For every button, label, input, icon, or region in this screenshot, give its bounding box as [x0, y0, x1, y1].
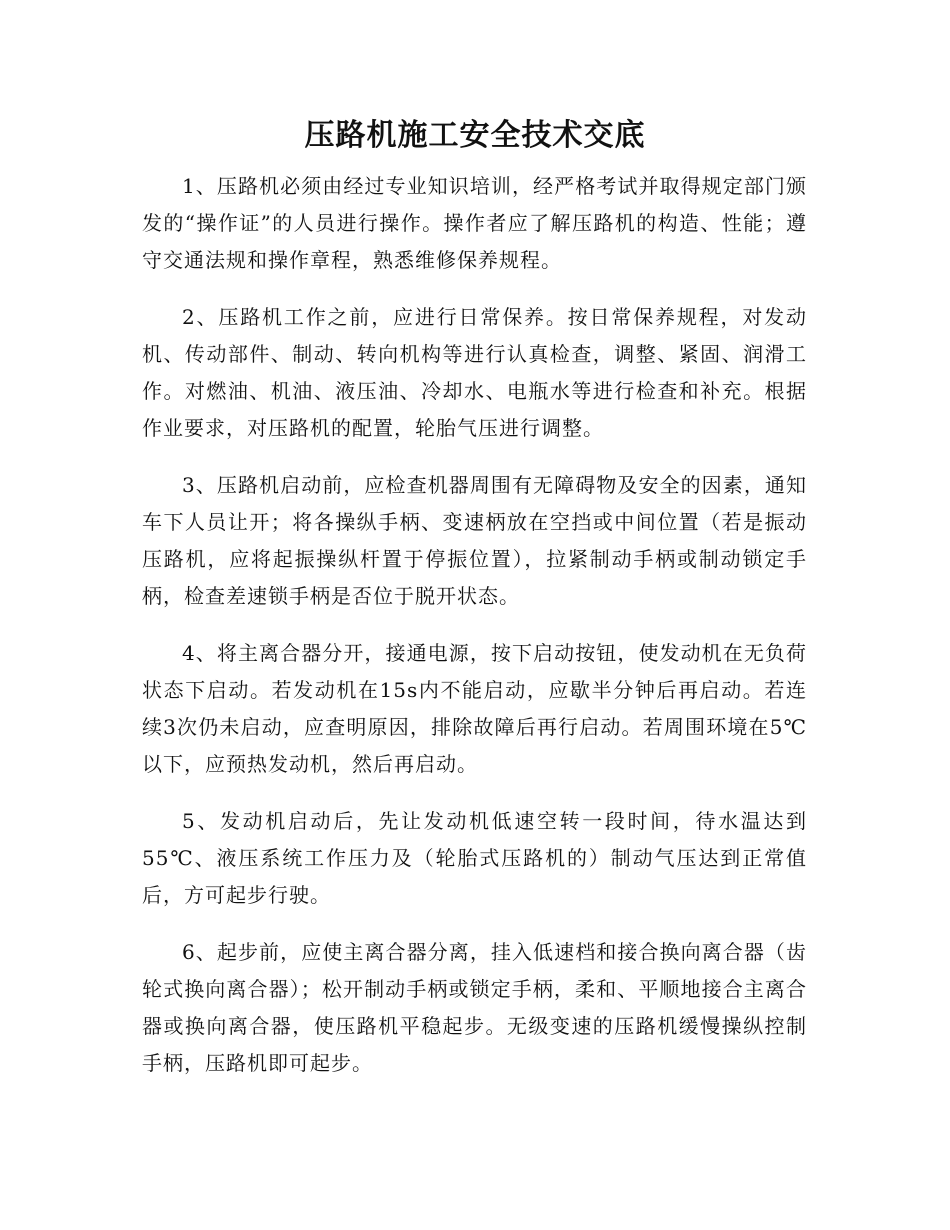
page-title: 压路机施工安全技术交底 [304, 118, 646, 153]
document-body [142, 168, 807, 1102]
paragraph-3: 3、压路机启动前，应检查机器周围有无障碍物及安全的因素，通知车下人员让开；将各操纵手柄、变速柄放在空挡或中间位置（若是振动压路机，应将起振操纵杆置于停振位置），拉紧制动手柄或制动锁定手柄，检查差速锁手柄是否位于脱开状态。 [142, 473, 807, 608]
paragraph-2: 2、压路机工作之前，应进行日常保养。按日常保养规程，对发动机、传动部件、制动、转向机构等进行认真检查，调整、紧固、润滑工作。对燃油、机油、液压油、冷却水、电瓶水等进行检查和补充。根据作业要求，对压路机的配置，轮胎气压进行调整。 [142, 305, 807, 440]
paragraph-1: 1、压路机必须由经过专业知识培训，经严格考试并取得规定部门颁发的“操作证”的人员进行操作。操作者应了解压路机的构造、性能；遵守交通法规和操作章程，熟悉维修保养规程。 [142, 174, 807, 272]
paragraph-5: 5、发动机启动后，先让发动机低速空转一段时间，待水温达到55℃、液压系统工作压力及（轮胎式压路机的）制动气压达到正常值后，方可起步行驶。 [142, 809, 807, 907]
paragraph-4: 4、将主离合器分开，接通电源，按下启动按钮，使发动机在无负荷状态下启动。若发动机在15s内不能启动，应歇半分钟后再启动。若连续3次仍未启动，应查明原因，排除故障后再行启动。若周围环境在5℃以下，应预热发动机，然后再启动。 [142, 641, 807, 776]
paragraph-6: 6、起步前，应使主离合器分离，挂入低速档和接合换向离合器（齿轮式换向离合器）；松开制动手柄或锁定手柄，柔和、平顺地接合主离合器或换向离合器，使压路机平稳起步。无级变速的压路机缓慢操纵控制手柄，压路机即可起步。 [142, 940, 807, 1075]
